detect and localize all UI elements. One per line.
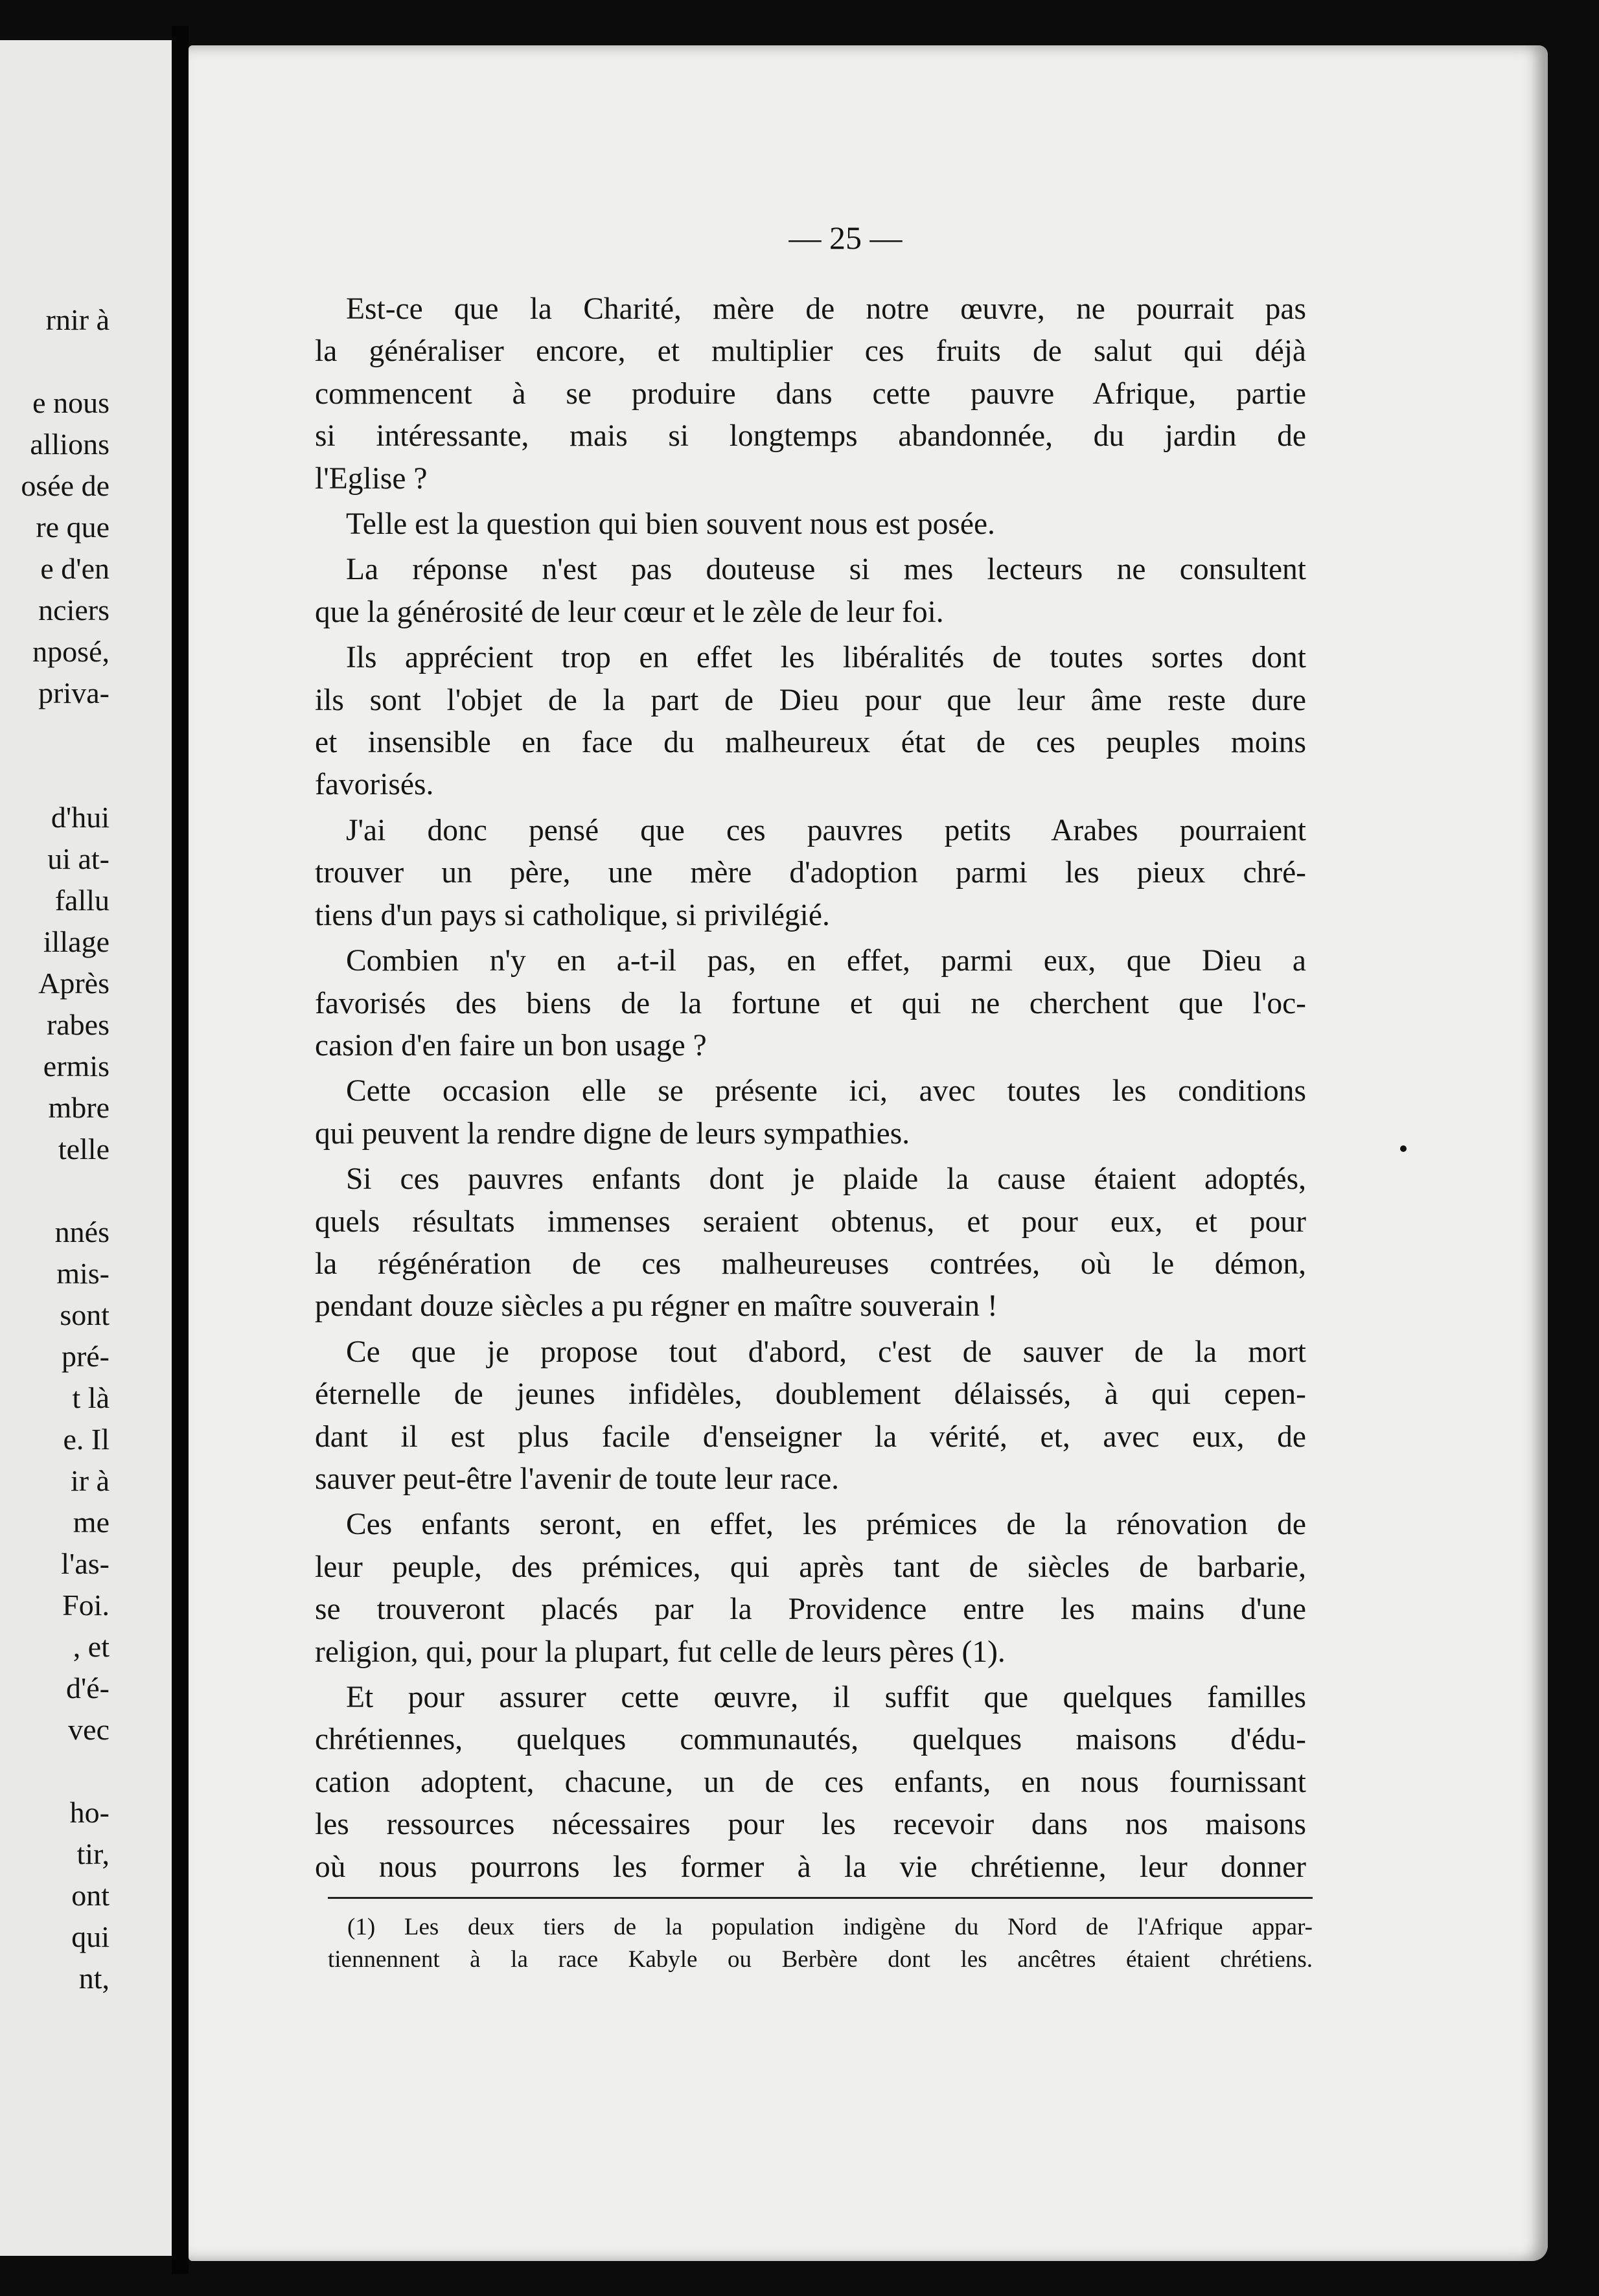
text-line: et insensible en face du malheureux état de ces peuples moins [315,726,1306,760]
paragraph [315,1677,1306,1888]
left-page-line: fallu [54,884,109,917]
left-page-line: tir, [76,1837,109,1870]
text-line: Ce que je propose tout d'abord, c'est de sauver de la mort [346,1335,1306,1369]
left-page-line: nt, [78,1962,109,1995]
paragraph [315,1331,1306,1501]
text-line: Combien n'y en a-t-il pas, en effet, parmi eux, que Dieu a [346,944,1306,978]
body-text [315,288,1306,1892]
text-line: si intéressante, mais si longtemps abandonnée, du jardin de [315,419,1306,453]
paragraph [315,1158,1306,1328]
left-page-line: t là [72,1381,109,1414]
paragraph [315,503,1306,545]
text-line: Si ces pauvres enfants dont je plaide la cause étaient adoptés, [346,1162,1306,1197]
left-page-line: ermis [43,1050,109,1083]
text-line: que la générosité de leur cœur et le zèle de leur foi. [315,595,944,629]
left-page-line: ui at- [47,842,109,875]
left-page-line: e nous [32,386,109,419]
text-line: Et pour assurer cette œuvre, il suffit que quelques familles [346,1681,1306,1714]
text-line: trouver un père, une mère d'adoption parmi les pieux chré- [315,856,1306,890]
left-page-line: nposé, [32,635,109,668]
left-page-fragment [0,40,172,2256]
paragraph [315,549,1306,634]
left-page-line: qui [71,1920,109,1953]
paragraph [315,637,1306,807]
left-page-line: nnés [54,1215,109,1248]
text-line: quels résultats immenses seraient obtenus, et pour eux, et pour [315,1204,1306,1239]
paragraph [315,810,1306,937]
text-line: qui peuvent la rendre digne de leurs sympathies. [315,1116,910,1151]
text-line: la généraliser encore, et multiplier ces fruits de salut qui déjà [315,334,1306,369]
left-page-line: me [73,1506,109,1539]
text-line: la régénération de ces malheureuses contrées, où le démon, [315,1246,1306,1281]
text-line: sauver peut-être l'avenir de toute leur race. [315,1462,840,1496]
left-page-line: sont [60,1298,109,1331]
book-gutter [172,26,189,2274]
text-line: leur peuple, des prémices, qui après tant de siècles de barbarie, [315,1550,1306,1584]
left-page-line: priva- [38,676,109,709]
left-page-line: vec [68,1713,109,1746]
left-page-line: rabes [46,1008,109,1041]
text-line: J'ai donc pensé que ces pauvres petits Arabes pourraient [346,813,1306,847]
left-page-line: telle [58,1132,109,1165]
left-page-line: nciers [38,593,109,626]
left-page-line: ir à [70,1464,109,1497]
text-line: Telle est la question qui bien souvent nous est posée. [346,507,995,542]
text-line: où nous pourrons les former à la vie chrétienne, leur donner [315,1850,1306,1884]
left-page-line: allions [30,428,109,461]
paragraph [315,1504,1306,1673]
text-line: pendant douze siècles a pu régner en maître souverain ! [315,1289,998,1324]
text-line: ils sont l'objet de la part de Dieu pour que leur âme reste dure [315,683,1306,717]
text-line: favorisés des biens de la fortune et qui ne cherchent que l'oc- [315,986,1306,1020]
left-page-line: mbre [48,1091,109,1124]
text-line: Ils apprécient trop en effet les libéralités de toutes sortes dont [346,641,1306,675]
footnote [328,1911,1313,1976]
left-page-line: rnir à [45,303,109,336]
left-page-line: pré- [61,1340,109,1373]
text-line: tiens d'un pays si catholique, si privilégié. [315,898,830,932]
text-line: commencent à se produire dans cette pauvre Afrique, partie [315,376,1306,411]
text-line: casion d'en faire un bon usage ? [315,1028,707,1062]
left-page-line: ho- [69,1796,109,1829]
text-line: les ressources nécessaires pour les recevoir dans nos maisons [315,1808,1306,1842]
text-line: se trouveront placés par la Providence entre les mains d'une [315,1592,1306,1627]
text-line: chrétiennes, quelques communautés, quelques maisons d'édu- [315,1723,1306,1757]
right-page [189,45,1548,2261]
left-page-line: d'hui [51,801,109,834]
paragraph [315,1070,1306,1155]
footnote-line: tiennennent à la race Kabyle ou Berbère dont les ancêtres étaient chrétiens. [328,1946,1313,1973]
footnote-line: (1) Les deux tiers de la population indigène du Nord de l'Afrique appar- [347,1914,1313,1940]
paragraph [315,288,1306,500]
paragraph [315,940,1306,1067]
text-line: Cette occasion elle se présente ici, avec toutes les conditions [346,1074,1306,1108]
text-line: religion, qui, pour la plupart, fut celle de leurs pères (1). [315,1635,1006,1669]
text-line: La réponse n'est pas douteuse si mes lecteurs ne consultent [346,553,1306,587]
left-page-line: osée de [21,469,109,502]
footnote-separator [328,1897,1313,1899]
text-line: Est-ce que la Charité, mère de notre œuvre, ne pourrait pas [346,292,1306,326]
left-page-line: l'as- [61,1547,109,1580]
left-page-line: Après [38,967,109,1000]
left-page-line: ont [71,1879,109,1912]
text-line: éternelle de jeunes infidèles, doublement délaissés, à qui cepen- [315,1377,1306,1412]
page-number: — 25 — [788,220,903,256]
text-line: cation adoptent, chacune, un de ces enfants, en nous fournissant [315,1765,1306,1799]
text-line: l'Eglise ? [315,461,428,496]
text-line: Ces enfants seront, en effet, les prémices de la rénovation de [346,1508,1306,1542]
text-line: dant il est plus facile d'enseigner la vérité, et, avec eux, de [315,1419,1306,1454]
left-page-line: d'é- [65,1671,109,1705]
left-page-line: e. Il [63,1423,109,1456]
left-page-line: mis- [56,1257,109,1290]
left-page-line: , et [73,1630,109,1663]
print-speck [1400,1145,1407,1152]
left-page-line: re que [36,511,109,544]
left-page-line: Foi. [62,1589,109,1622]
left-page-line: e d'en [40,552,109,585]
text-line: favorisés. [315,768,434,802]
left-page-line: illage [43,925,109,958]
